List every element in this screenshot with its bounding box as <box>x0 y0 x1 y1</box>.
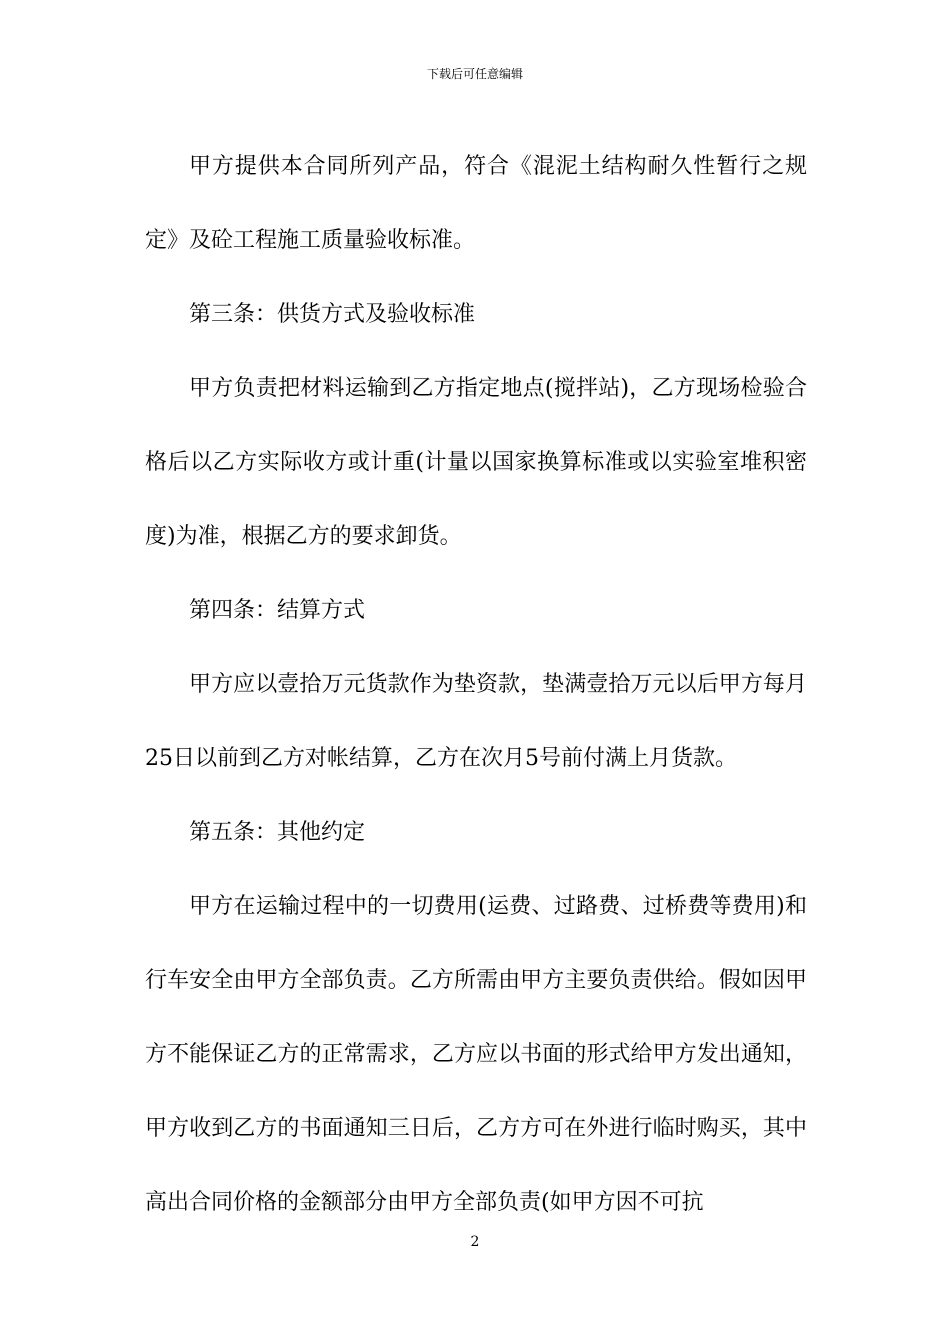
paragraph-other-terms: 甲方在运输过程中的一切费用(运费、过路费、过桥费等费用)和行车安全由甲方全部负责。乙方所需由甲方主要负责供给。假如因甲方不能保证乙方的正常需求，乙方应以书面的形式给甲方发出通知，甲方收到乙方的书面通知三日后，乙方方可在外进行临时购买，其中高出合同价格的金额部分由甲方全部负责(如甲方因不可抗 <box>145 894 807 1215</box>
page-header: 下载后可任意编辑 <box>426 67 523 81</box>
paragraph-product-standard: 甲方提供本合同所列产品，符合《混泥土结构耐久性暂行之规定》及砼工程施工质量验收标准。 <box>145 154 807 253</box>
paragraph-settlement: 甲方应以壹拾万元货款作为垫资款，垫满壹拾万元以后甲方每月25日以前到乙方对帐结算，乙方在次月5号前付满上月货款。 <box>145 672 807 771</box>
page-number: 2 <box>470 1234 480 1250</box>
document-body <box>145 130 807 1240</box>
clause-heading-5: 第五条：其他约定 <box>189 820 366 845</box>
clause-heading-4: 第四条：结算方式 <box>189 598 366 623</box>
clause-heading-3: 第三条：供货方式及验收标准 <box>189 302 476 327</box>
paragraph-delivery: 甲方负责把材料运输到乙方指定地点(搅拌站)，乙方现场检验合格后以乙方实际收方或计重(计量以国家换算标准或以实验室堆积密度)为准，根据乙方的要求卸货。 <box>145 376 807 549</box>
